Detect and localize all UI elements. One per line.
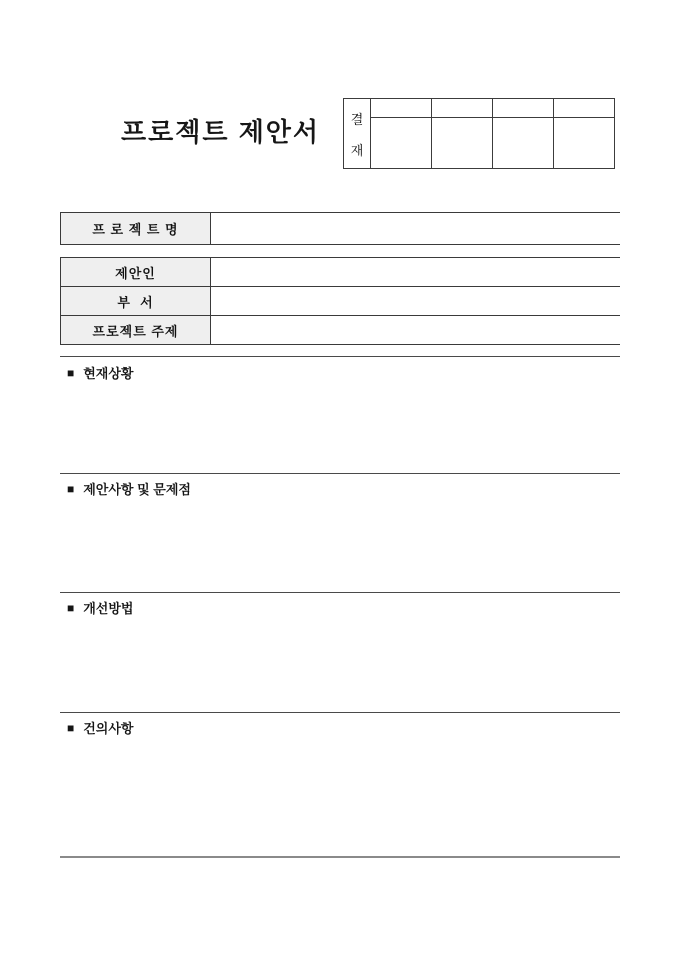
square-bullet-icon: ■	[67, 365, 75, 380]
square-bullet-icon: ■	[67, 600, 75, 615]
table-row	[60, 258, 620, 287]
proposer-label: 제안인	[60, 258, 211, 286]
section-divider	[60, 356, 620, 357]
approval-header-cell[interactable]	[371, 99, 432, 118]
table-row	[60, 213, 620, 245]
section-header-improvement-method	[67, 598, 133, 617]
approval-header-cell[interactable]	[554, 99, 615, 118]
approval-header-cell[interactable]	[432, 99, 493, 118]
section-header-proposals-problems	[67, 479, 191, 498]
proposer-info-table	[60, 257, 620, 345]
table-row	[60, 287, 620, 316]
approval-label-cell	[344, 99, 371, 169]
section-divider	[60, 592, 620, 593]
project-name-label: 프 로 젝 트 명	[60, 213, 211, 244]
project-name-value-cell[interactable]	[211, 213, 620, 244]
section-title: 제안사항 및 문제점	[83, 482, 191, 497]
section-divider	[60, 473, 620, 474]
section-divider	[60, 712, 620, 713]
section-header-suggestions	[67, 718, 133, 737]
department-label: 부 서	[60, 287, 211, 315]
proposer-value-cell[interactable]	[211, 258, 620, 286]
approval-header-cell[interactable]	[493, 99, 554, 118]
page-title: 프로젝트 제안서	[121, 117, 321, 147]
section-title: 현재상황	[83, 366, 134, 381]
section-title: 건의사항	[83, 721, 134, 736]
approval-sign-cell[interactable]	[493, 117, 554, 168]
footer-divider	[60, 856, 620, 858]
approval-table	[343, 98, 615, 169]
square-bullet-icon: ■	[67, 720, 75, 735]
project-subject-label: 프로젝트 주제	[60, 316, 211, 344]
section-header-current-status	[67, 363, 133, 382]
approval-label-char-bottom: 재	[350, 142, 364, 158]
approval-sign-cell[interactable]	[554, 117, 615, 168]
approval-sign-cell[interactable]	[371, 117, 432, 168]
department-value-cell[interactable]	[211, 287, 620, 315]
section-title: 개선방법	[83, 601, 134, 616]
approval-sign-cell[interactable]	[432, 117, 493, 168]
project-name-table	[60, 212, 620, 245]
table-row	[60, 316, 620, 345]
square-bullet-icon: ■	[67, 481, 75, 496]
project-subject-value-cell[interactable]	[211, 316, 620, 344]
approval-label-char-top: 결	[350, 111, 364, 127]
